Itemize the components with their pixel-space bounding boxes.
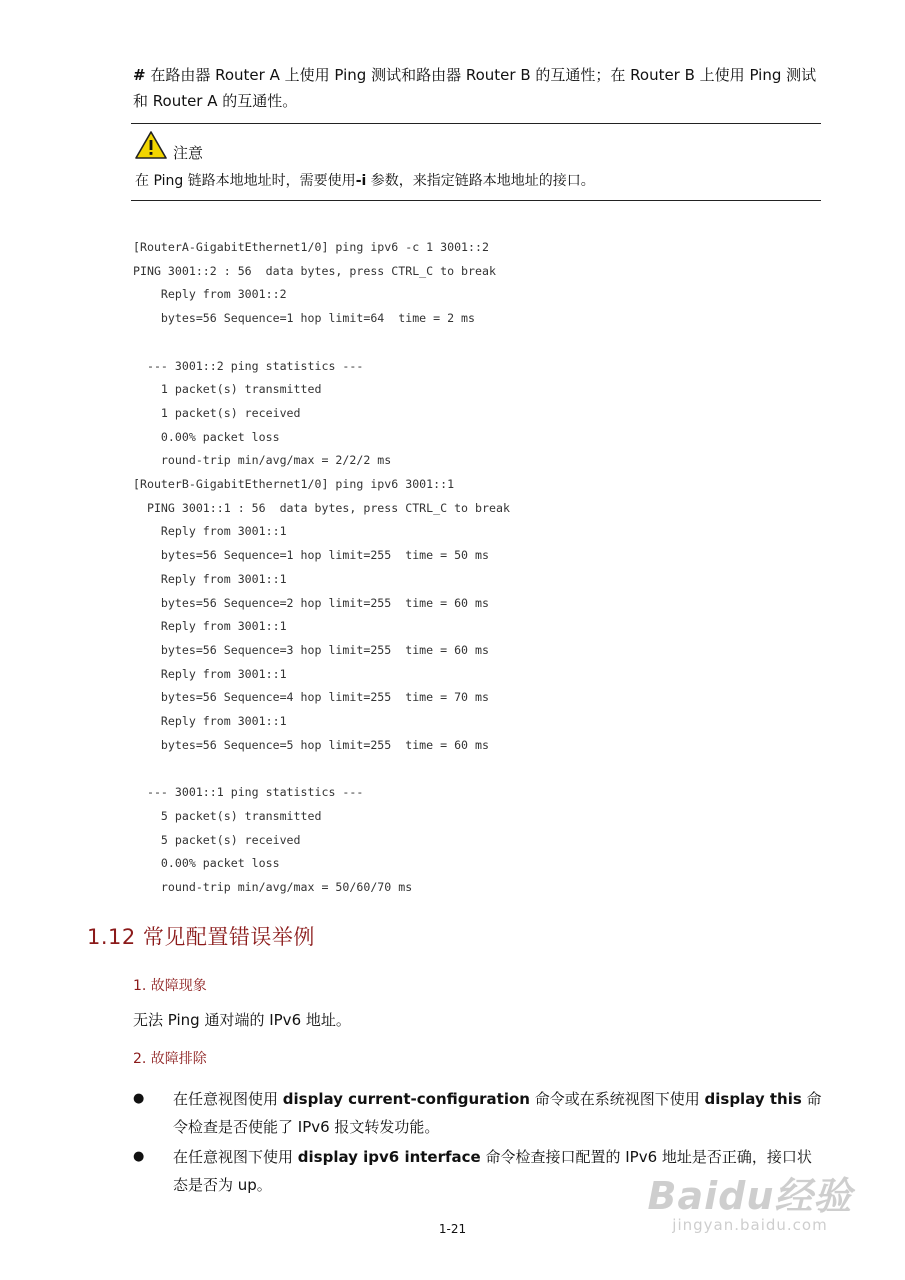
note-bottom-rule — [131, 200, 821, 201]
code-line: --- 3001::1 ping statistics --- — [146, 785, 364, 800]
code-line: bytes=56 Sequence=3 hop limit=255 time = 60 ms — [160, 642, 489, 657]
code-line: bytes=56 Sequence=1 hop limit=64 time = 2 ms — [160, 311, 476, 326]
watermark — [640, 1165, 860, 1234]
code-line: bytes=56 Sequence=5 hop limit=255 time = 60 ms — [160, 737, 489, 752]
code-line: [RouterB-GigabitEthernet1/0] ping ipv6 3001::1 — [133, 477, 455, 492]
section-title: 1.12 常见配置错误举例 — [87, 925, 315, 949]
subsection-troubleshoot-title: 2. 故障排除 — [133, 1051, 207, 1067]
code-line: round-trip min/avg/max = 50/60/70 ms — [160, 879, 413, 894]
bullet-icon: ● — [133, 1091, 145, 1106]
note-body — [135, 170, 595, 192]
note-title: 注意 — [173, 143, 204, 162]
code-line: 5 packet(s) transmitted — [160, 808, 322, 823]
note-header — [135, 131, 203, 163]
code-line: 0.00% packet loss — [160, 856, 280, 871]
intro-text: 在路由器 Router A 上使用 Ping 测试和路由器 Router B 的互通性；在 Router B 上使用 Ping 测试和 Router A 的互通性。 — [133, 66, 817, 110]
code-line: round-trip min/avg/max = 2/2/2 ms — [160, 453, 392, 468]
watermark-url: jingyan.baidu.com — [672, 1216, 828, 1234]
note-text-before: 在 Ping 链路本地地址时，需要使用 — [135, 173, 356, 189]
code-line: 5 packet(s) received — [160, 832, 301, 847]
list-item — [133, 1085, 823, 1141]
note-top-rule — [131, 123, 821, 124]
code-line: Reply from 3001::1 — [160, 714, 287, 729]
code-line: --- 3001::2 ping statistics --- — [146, 358, 364, 373]
code-line: Reply from 3001::1 — [160, 619, 287, 634]
code-line: [RouterA-GigabitEthernet1/0] ping ipv6 -c 1 3001::2 — [133, 240, 489, 254]
code-line: bytes=56 Sequence=1 hop limit=255 time = 50 ms — [160, 548, 489, 563]
bullet-icon: ● — [133, 1149, 145, 1164]
watermark-logo: Baidu经验 — [647, 1174, 853, 1218]
bullet-text: 在任意视图使用 — [173, 1090, 283, 1108]
code-line: Reply from 3001::1 — [160, 571, 287, 586]
warning-icon — [135, 130, 167, 164]
code-line: Reply from 3001::1 — [160, 524, 287, 539]
code-line: PING 3001::1 : 56 data bytes, press CTRL_C to break — [146, 500, 510, 515]
code-line: Reply from 3001::1 — [160, 666, 287, 681]
code-line: 1 packet(s) transmitted — [160, 382, 322, 397]
bullet-text: 命令检查接口配置的 IPv6 地址是否正确，接口状态是否为 up。 — [173, 1148, 812, 1194]
code-line: 1 packet(s) received — [160, 405, 301, 420]
command-text: display current-configuration — [282, 1090, 530, 1108]
note-param: -i — [355, 173, 367, 189]
intro-paragraph — [133, 62, 823, 114]
code-line: 0.00% packet loss — [160, 429, 280, 444]
code-line: Reply from 3001::2 — [160, 287, 287, 302]
bullet-text: 命令检查是否使能了 IPv6 报文转发功能。 — [173, 1090, 822, 1136]
command-text: display this — [704, 1090, 802, 1108]
bullet-text: 命令或在系统视图下使用 — [529, 1090, 705, 1108]
bullet-text: 在任意视图下使用 — [173, 1148, 298, 1166]
intro-hash: # — [133, 66, 146, 84]
page-number: 1-21 — [438, 1222, 467, 1236]
note-text-after: 参数，来指定链路本地地址的接口。 — [366, 173, 595, 189]
code-block — [133, 236, 510, 900]
code-line: bytes=56 Sequence=2 hop limit=255 time = 60 ms — [160, 595, 489, 610]
symptom-text: 无法 Ping 通对端的 IPv6 地址。 — [133, 1011, 351, 1029]
code-line: PING 3001::2 : 56 data bytes, press CTRL_C to break — [133, 263, 496, 278]
command-text: display ipv6 interface — [297, 1148, 481, 1166]
code-line: bytes=56 Sequence=4 hop limit=255 time = 70 ms — [160, 690, 489, 705]
subsection-symptom-title: 1. 故障现象 — [133, 978, 207, 994]
